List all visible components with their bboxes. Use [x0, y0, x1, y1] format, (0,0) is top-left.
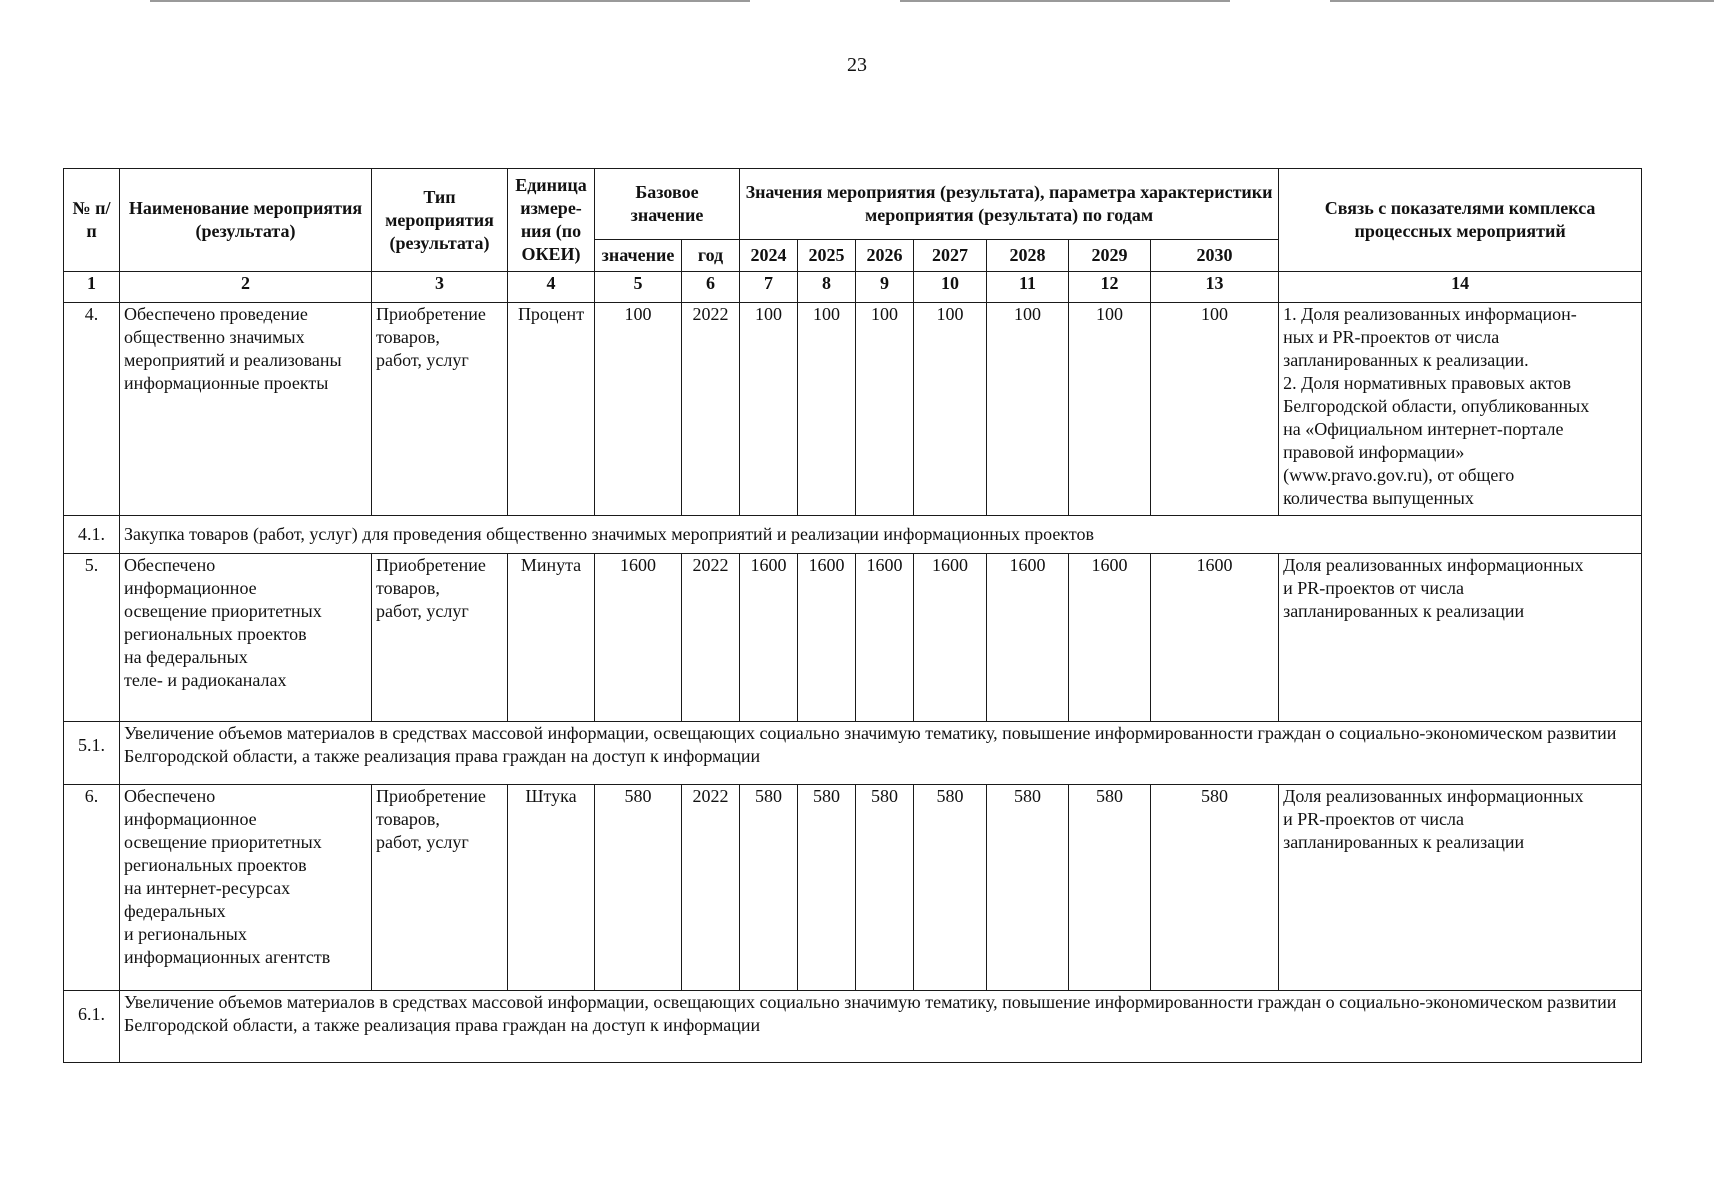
header-year: 2025: [798, 240, 856, 272]
header-name: Наименование мероприятия (результата): [120, 169, 372, 272]
header-link: Связь с показателями комплекса процессных мероприятий: [1279, 169, 1642, 272]
header-base-year: год: [682, 240, 740, 272]
scan-edge-line: [150, 0, 750, 2]
column-number: 13: [1151, 272, 1279, 303]
table-subrow: [64, 722, 1642, 785]
base-year: 2022: [682, 303, 740, 516]
column-number: 12: [1069, 272, 1151, 303]
column-number: 4: [508, 272, 595, 303]
subrow-task: Закупка товаров (работ, услуг) для проведения общественно значимых мероприятий и реализации информационных проектов: [120, 516, 1642, 554]
row-number: 6.: [64, 785, 120, 991]
year-value: 100: [1069, 303, 1151, 516]
scan-edge-line: [900, 0, 1230, 2]
year-value: 100: [914, 303, 987, 516]
subrow-task: Увеличение объемов материалов в средствах массовой информации, освещающих социально значимую тематику, повышение информированности граждан о социально-экономическом развитии Белгородской области, а также реализация права граждан на доступ к информации: [120, 991, 1642, 1063]
year-value: 1600: [798, 554, 856, 722]
header-type: Тип мероприятия (результата): [372, 169, 508, 272]
header-base: Базовое значение: [595, 169, 740, 240]
year-value: 100: [740, 303, 798, 516]
header-unit: Единица измере- ния (по ОКЕИ): [508, 169, 595, 272]
header-year: 2024: [740, 240, 798, 272]
year-value: 1600: [987, 554, 1069, 722]
column-number: 10: [914, 272, 987, 303]
subrow-number: 6.1.: [64, 991, 120, 1063]
measure-type: Приобретение товаров, работ, услуг: [372, 303, 508, 516]
measures-table: [63, 168, 1642, 1063]
header-base-value: значение: [595, 240, 682, 272]
year-value: 100: [856, 303, 914, 516]
measure-type: Приобретение товаров, работ, услуг: [372, 554, 508, 722]
header-year: 2027: [914, 240, 987, 272]
base-value: 1600: [595, 554, 682, 722]
table-row: [64, 303, 1642, 516]
column-number: 7: [740, 272, 798, 303]
header-values-by-year: Значения мероприятия (результата), параметра характеристики мероприятия (результата) по годам: [740, 169, 1279, 240]
measure-unit: Процент: [508, 303, 595, 516]
year-value: 580: [798, 785, 856, 991]
base-year: 2022: [682, 554, 740, 722]
table-row: [64, 785, 1642, 991]
row-number: 5.: [64, 554, 120, 722]
column-number: 2: [120, 272, 372, 303]
column-number: 1: [64, 272, 120, 303]
row-number: 4.: [64, 303, 120, 516]
base-year: 2022: [682, 785, 740, 991]
year-value: 580: [740, 785, 798, 991]
measure-name: Обеспечено информационное освещение приоритетных региональных проектов на интернет-ресурсах федеральных и региональных информационных агентств: [120, 785, 372, 991]
subrow-number: 5.1.: [64, 722, 120, 785]
column-number: 6: [682, 272, 740, 303]
header-no: № п/п: [64, 169, 120, 272]
year-value: 580: [1151, 785, 1279, 991]
measure-unit: Минута: [508, 554, 595, 722]
year-value: 580: [1069, 785, 1151, 991]
year-value: 100: [798, 303, 856, 516]
base-value: 580: [595, 785, 682, 991]
scan-edge-line: [1330, 0, 1714, 2]
year-value: 1600: [740, 554, 798, 722]
header-year: 2026: [856, 240, 914, 272]
column-number: 8: [798, 272, 856, 303]
table-row: [64, 554, 1642, 722]
year-value: 580: [914, 785, 987, 991]
year-value: 100: [1151, 303, 1279, 516]
measure-name: Обеспечено информационное освещение приоритетных региональных проектов на федеральных теле- и радиоканалах: [120, 554, 372, 722]
year-value: 1600: [1069, 554, 1151, 722]
column-number: 9: [856, 272, 914, 303]
year-value: 1600: [856, 554, 914, 722]
linked-indicators: Доля реализованных информационных и PR-проектов от числа запланированных к реализации: [1279, 785, 1642, 991]
table-subrow: [64, 991, 1642, 1063]
subrow-number: 4.1.: [64, 516, 120, 554]
page-number: 23: [847, 54, 867, 76]
header-year: 2028: [987, 240, 1069, 272]
year-value: 580: [856, 785, 914, 991]
header-year: 2029: [1069, 240, 1151, 272]
column-number: 11: [987, 272, 1069, 303]
subrow-task: Увеличение объемов материалов в средствах массовой информации, освещающих социально значимую тематику, повышение информированности граждан о социально-экономическом развитии Белгородской области, а также реализация права граждан на доступ к информации: [120, 722, 1642, 785]
column-number: 5: [595, 272, 682, 303]
year-value: 1600: [914, 554, 987, 722]
measure-name: Обеспечено проведение общественно значимых мероприятий и реализованы информационные проекты: [120, 303, 372, 516]
linked-indicators: Доля реализованных информационных и PR-проектов от числа запланированных к реализации: [1279, 554, 1642, 722]
year-value: 100: [987, 303, 1069, 516]
column-number-row: [64, 272, 1642, 303]
table-subrow: [64, 516, 1642, 554]
column-number: 3: [372, 272, 508, 303]
column-number: 14: [1279, 272, 1642, 303]
year-value: 1600: [1151, 554, 1279, 722]
header-year: 2030: [1151, 240, 1279, 272]
measure-type: Приобретение товаров, работ, услуг: [372, 785, 508, 991]
linked-indicators: 1. Доля реализованных информацион- ных и PR-проектов от числа запланированных к реализации. 2. Доля нормативных правовых актов Белгородской области, опубликованных на «Официальном интернет-портале правовой информации» (www.pravo.gov.ru), от общего количества выпущенных: [1279, 303, 1642, 516]
measure-unit: Штука: [508, 785, 595, 991]
year-value: 580: [987, 785, 1069, 991]
base-value: 100: [595, 303, 682, 516]
